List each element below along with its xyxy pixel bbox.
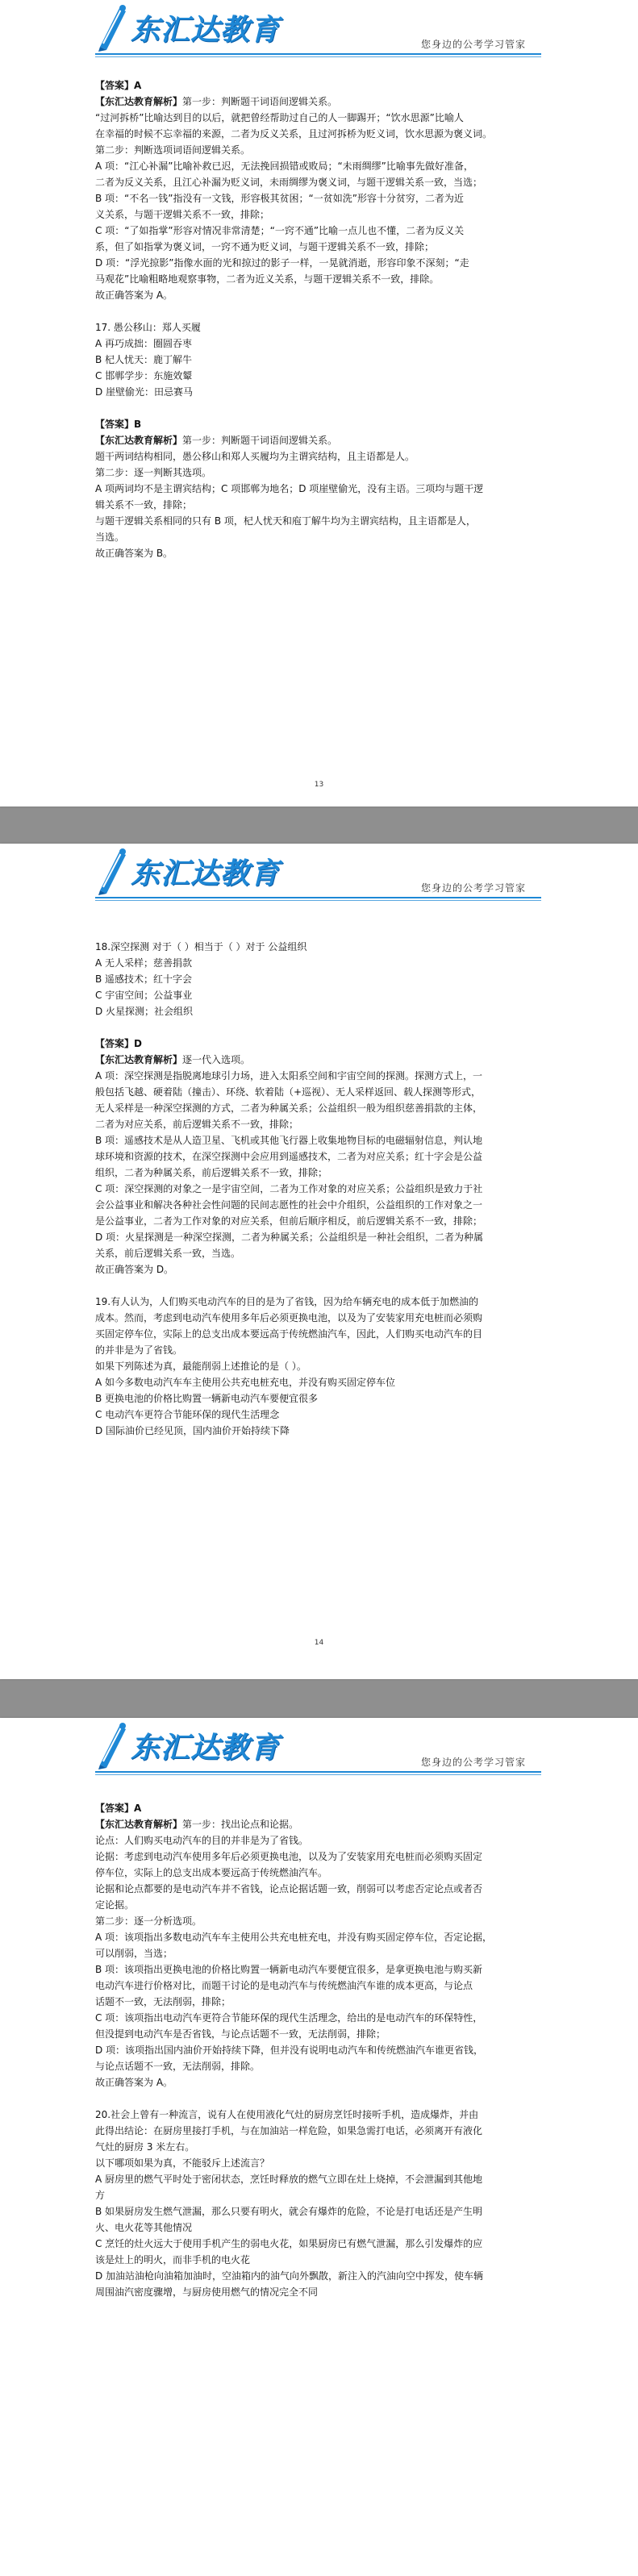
brand-logo <box>95 847 280 895</box>
text-line: 周围油汽密度骤增，与厨房使用燃气的情况完全不同 <box>95 2286 319 2298</box>
text-line: C 电动汽车更符合节能环保的现代生活理念 <box>95 1409 280 1420</box>
analysis-label: 【东汇达教育解析】 <box>95 1054 183 1065</box>
document-page-13 <box>0 0 638 807</box>
text-line: 论点：人们购买电动汽车的目的并非是为了省钱。 <box>95 1835 309 1846</box>
text-line: A 厨房里的燃气平时处于密闭状态，烹饪时释放的燃气立即在灶上烧掉，不会泄漏到其他地 <box>95 2174 483 2185</box>
text-line: 电动汽车进行价格对比，而题干讨论的是电动汽车与传统燃油汽车谁的成本更高，与论点 <box>95 1980 473 1991</box>
page-header <box>0 844 638 916</box>
paragraph-gap <box>95 1278 544 1294</box>
text-line: D 项：“浮光掠影”指像水面的光和掠过的影子一样，一晃就消逝，形容印象不深刻；“走 <box>95 257 469 269</box>
text-line: 是公益事业，二者为工作对象的对应关系，但前后顺序相反，前后逻辑关系不一致，排除； <box>95 1215 483 1227</box>
text-line: 与题干逻辑关系相同的只有 B 项，杞人忧天和庖丁解牛均为主谓宾结构，且主语都是人， <box>95 515 476 527</box>
text-line: C 宇宙空间；公益事业 <box>95 990 193 1001</box>
text-line: 无人采样是一种深空探测的方式，二者为种属关系；公益组织一般为组织慈善捐款的主体， <box>95 1103 483 1114</box>
text-line: C 项：“了如指掌”形容对情况非常清楚；“一窍不通”比喻一点儿也不懂，二者为反义关 <box>95 225 465 236</box>
text-line: 17. 愚公移山：郑人买履 <box>95 322 201 333</box>
answer-line: 【答案】B <box>95 419 142 430</box>
paragraph-gap <box>95 400 544 416</box>
logo-text: 东汇达教育 <box>131 13 281 47</box>
text-line: 话题不一致，无法削弱，排除； <box>95 1996 231 2007</box>
text-line: 第二步：判断选项词语间逻辑关系。 <box>95 144 251 156</box>
pen-logo-icon <box>95 3 129 52</box>
text-line: 会公益事业和解决各种社会性问题的民间志愿性的社会中介组织，公益组织的工作对象之一 <box>95 1199 483 1211</box>
analysis-label: 【东汇达教育解析】 <box>95 435 183 446</box>
text-line: 该是灶上的明火，而非手机的电火花 <box>95 2254 251 2265</box>
text-line: 二者为对应关系，前后逻辑关系不一致，排除； <box>95 1119 299 1130</box>
text-line: A 如今多数电动汽车车主使用公共充电桩充电，并没有购买固定停车位 <box>95 1377 396 1388</box>
page-content <box>95 1800 544 2300</box>
text-line: 成本。然而，考虑到电动汽车使用多年后必须更换电池，以及为了安装家用充电桩而必须购 <box>95 1312 483 1323</box>
text-line: 第二步：逐一分析选项。 <box>95 1915 202 1927</box>
text-line: 19.有人认为，人们购买电动汽车的目的是为了省钱，因为给车辆充电的成本低于加燃油的 <box>95 1296 479 1307</box>
text-line: 球环境和资源的技术，在深空探测中会应用到遥感技术，二者为对应关系；红十字会是公益 <box>95 1151 483 1162</box>
text-line: 论据：考虑到电动汽车使用多年后必须更换电池，以及为了安装家用充电桩而必须购买固定 <box>95 1851 483 1862</box>
text-line: 系，但了如指掌为褒义词，一窍不通为贬义词，与题干逻辑关系不一致，排除； <box>95 241 435 252</box>
text-line: 马观花”比喻粗略地观察事物，二者为近义关系，与题干逻辑关系不一致，排除。 <box>95 273 440 285</box>
logo-text: 东汇达教育 <box>131 857 281 890</box>
text-line: 故正确答案为 A。 <box>95 2077 173 2088</box>
text-line: 在幸福的时候不忘幸福的来源，二者为反义关系，且过河拆桥为贬义词，饮水思源为褒义词。 <box>95 128 493 140</box>
text-line: A 再巧成拙：圈圆吞枣 <box>95 338 193 349</box>
page-content <box>95 77 544 561</box>
answer-line: 【答案】A <box>95 80 142 91</box>
pen-logo-icon <box>95 1721 129 1769</box>
text-line: D 崖壁偷光：田忌赛马 <box>95 386 194 398</box>
header-rule <box>95 53 541 55</box>
text-line: 但没提到电动汽车是否省钱，与论点话题不一致，无法削弱，排除； <box>95 2028 386 2040</box>
text-line: 可以削弱，当选； <box>95 1948 173 1959</box>
text-line: D 国际油价已经见顶，国内油价开始持续下降 <box>95 1425 290 1436</box>
text-line: D 加油站油枪向油箱加油时，空油箱内的油气向外飘散，新注入的汽油向空中挥发，使车辆 <box>95 2270 484 2282</box>
text-line: C 项：该项指出电动汽车更符合节能环保的现代生活理念，给出的是电动汽车的环保特性， <box>95 2012 483 2024</box>
text-line: B 项：遥感技术是从人造卫星、飞机或其他飞行器上收集地物目标的电磁辐射信息，判认地 <box>95 1135 483 1146</box>
text-line: 故正确答案为 B。 <box>95 548 173 559</box>
text-line: B 项：该项指出更换电池的价格比购置一辆新电动汽车要便宜很多，是拿更换电池与购买新 <box>95 1964 483 1975</box>
text-line: C 项：深空探测的对象之一是宇宙空间，二者为工作对象的对应关系；公益组织是致力于社 <box>95 1183 483 1194</box>
text-line: 以下哪项如果为真，不能驳斥上述流言？ <box>95 2157 270 2169</box>
text-line: A 项：该项指出多数电动汽车车主使用公共充电桩充电，并没有购买固定停车位，否定论据， <box>95 1932 493 1943</box>
header-slogan: 您身边的公考学习管家 <box>421 39 527 50</box>
text-line: 与论点话题不一致，无法削弱，排除。 <box>95 2061 261 2072</box>
paragraph-gap <box>95 303 544 319</box>
document-page-15 <box>0 1718 638 2576</box>
text-line: B 遥感技术；红十字会 <box>95 973 193 985</box>
text-line: 二者为反义关系，且江心补漏为贬义词，未雨绸缪为褒义词，与题干逻辑关系一致，当选； <box>95 177 483 188</box>
header-slogan: 您身边的公考学习管家 <box>421 1757 527 1768</box>
text-line: 买固定停车位，实际上的总支出成本要远高于传统燃油汽车，因此，人们购买电动汽车的目 <box>95 1328 483 1340</box>
text-line: C 烹饪的灶火远大于使用手机产生的弱电火花，如果厨房已有燃气泄漏，那么引发爆炸的应 <box>95 2238 483 2249</box>
analysis-label: 【东汇达教育解析】 <box>95 96 183 107</box>
text-line: “过河拆桥”比喻达到目的以后，就把曾经帮助过自己的人一脚踢开；“饮水思源”比喻人 <box>95 112 464 123</box>
text-line: 【东汇达教育解析】逐一代入选项。 <box>95 1054 251 1065</box>
text-line: 关系，前后逻辑关系一致，当选。 <box>95 1248 241 1259</box>
analysis-label: 【东汇达教育解析】 <box>95 1819 183 1830</box>
text-line: 辑关系不一致，排除； <box>95 499 193 511</box>
page-number: 13 <box>314 781 324 789</box>
page-header <box>0 0 638 73</box>
text-line: 方 <box>95 2190 106 2201</box>
text-line: 组织，二者为种属关系，前后逻辑关系不一致，排除； <box>95 1167 328 1178</box>
answer-line: 【答案】A <box>95 1803 142 1814</box>
text-line: C 邯郸学步：东施效颦 <box>95 370 193 381</box>
text-line: 气灶的厨房 3 米左右。 <box>95 2141 195 2153</box>
text-line: 义关系，与题干逻辑关系不一致，排除； <box>95 209 270 220</box>
text-line: 般包括飞越、硬着陆（撞击）、环绕、软着陆（+巡视）、无人采样返回、载人探测等形式， <box>95 1086 482 1098</box>
text-line: A 项两词均不是主谓宾结构；C 项邯郸为地名；D 项崖壁偷光，没有主语。三项均与题干逻 <box>95 483 484 494</box>
text-line: 火、电火花等其他情况 <box>95 2222 193 2233</box>
text-line: 第二步：逐一判断其选项。 <box>95 467 212 478</box>
document-page-14 <box>0 844 638 1679</box>
text-line: D 项：该项指出国内油价开始持续下降，但并没有说明电动汽车和传统燃油汽车谁更省钱， <box>95 2045 484 2056</box>
text-line: A 无人采样；慈善捐款 <box>95 957 193 969</box>
header-rule-thin <box>95 900 541 901</box>
header-rule-thin <box>95 1774 541 1775</box>
paragraph-gap <box>95 2090 544 2107</box>
text-line: 论据和论点都要的是电动汽车并不省钱，论点论据话题一致，削弱可以考虑否定论点或者否 <box>95 1883 483 1894</box>
text-line: 18.深空探测 对于（ ）相当于（ ）对于 公益组织 <box>95 941 307 952</box>
text-line: A 项：深空探测是指脱离地球引力场，进入太阳系空间和宇宙空间的探测。探测方式上，一 <box>95 1070 483 1082</box>
paragraph-gap <box>95 1019 544 1036</box>
text-line: 【东汇达教育解析】第一步：找出论点和论据。 <box>95 1819 299 1830</box>
text-line: B 如果厨房发生燃气泄漏，那么只要有明火，就会有爆炸的危险，不论是打电话还是产生明 <box>95 2206 483 2217</box>
text-line: 20.社会上曾有一种流言，说有人在使用液化气灶的厨房烹饪时接听手机，造成爆炸，并由 <box>95 2109 479 2120</box>
text-line: B 项：“不名一钱”指没有一文钱，形容极其贫困；“一贫如洗”形容十分贫穷，二者为近 <box>95 193 464 204</box>
header-rule <box>95 897 541 898</box>
text-line: 【东汇达教育解析】第一步：判断题干词语间逻辑关系。 <box>95 435 338 446</box>
text-line: 故正确答案为 A。 <box>95 290 173 301</box>
text-line: B 杞人忧天：鹿丁解牛 <box>95 354 193 365</box>
header-slogan: 您身边的公考学习管家 <box>421 882 527 894</box>
page-header <box>0 1718 638 1790</box>
brand-logo <box>95 1721 280 1769</box>
text-line: 此得出结论：在厨房里接打手机，与在加油站一样危险，如果急需打电话，必须离开有液化 <box>95 2125 483 2136</box>
text-line: D 火星探测；社会组织 <box>95 1006 194 1017</box>
text-line: 定论据。 <box>95 1899 135 1911</box>
brand-logo <box>95 3 280 52</box>
text-line: 故正确答案为 D。 <box>95 1264 174 1275</box>
header-rule-thin <box>95 56 541 57</box>
text-line: 的并非是为了省钱。 <box>95 1344 183 1356</box>
text-line: 当选。 <box>95 531 125 543</box>
text-line: 停车位，实际上的总支出成本要远高于传统燃油汽车。 <box>95 1867 328 1878</box>
page-content <box>95 939 544 1439</box>
text-line: A 项：“江心补漏”比喻补救已迟，无法挽回损错或败局；“未雨绸缪”比喻事先做好准备， <box>95 160 473 172</box>
answer-line: 【答案】D <box>95 1038 142 1049</box>
page-number: 14 <box>314 1639 324 1647</box>
text-line: 如果下列陈述为真，最能削弱上述推论的是（ ）。 <box>95 1361 306 1372</box>
text-line: 题干两词结构相同，愚公移山和郑人买履均为主谓宾结构，且主语都是人。 <box>95 451 415 462</box>
text-line: B 更换电池的价格比购置一辆新电动汽车要便宜很多 <box>95 1393 319 1404</box>
pen-logo-icon <box>95 847 129 895</box>
text-line: 【东汇达教育解析】第一步：判断题干词语间逻辑关系。 <box>95 96 338 107</box>
header-rule <box>95 1771 541 1773</box>
text-line: D 项：火星探测是一种深空探测，二者为种属关系；公益组织是一种社会组织，二者为种属 <box>95 1232 484 1243</box>
logo-text: 东汇达教育 <box>131 1731 281 1765</box>
